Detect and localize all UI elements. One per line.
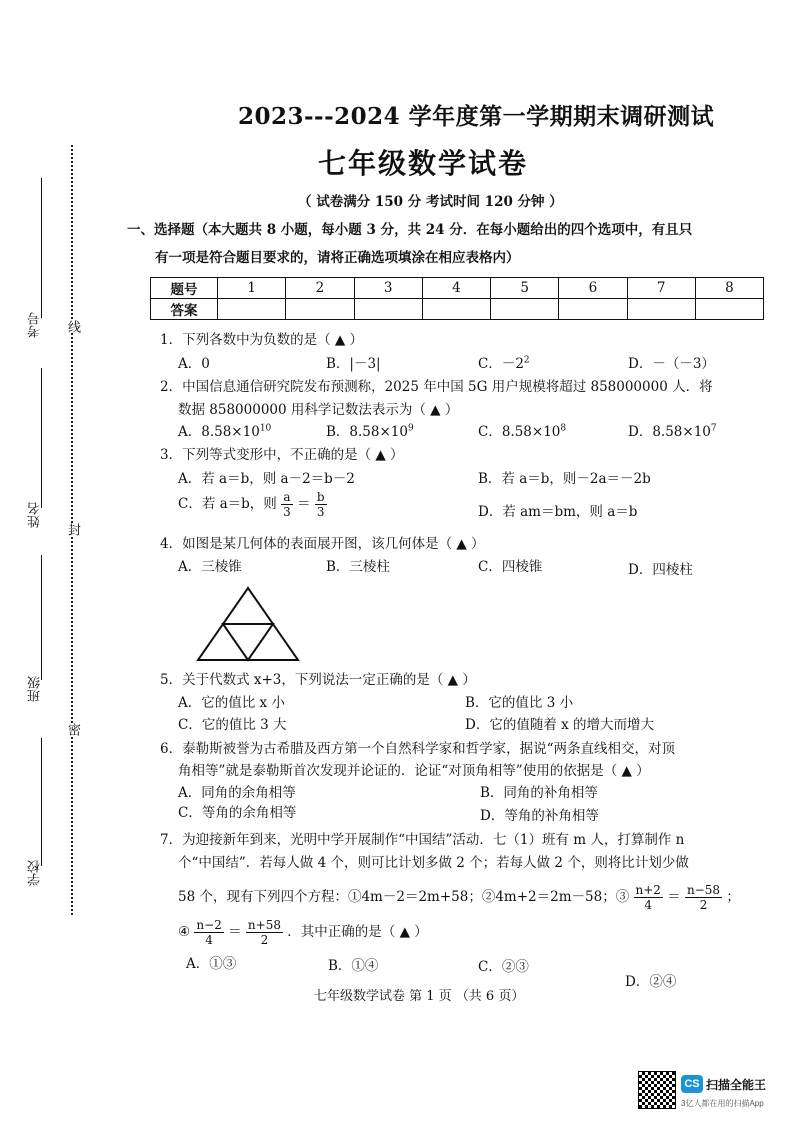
table-number-2: 2 (286, 278, 354, 299)
answer-label: 答案 (151, 299, 218, 320)
q2-option-b-base: B．8.58×10 (326, 424, 408, 440)
table-number-8: 8 (695, 278, 763, 299)
seal-word-feng: 封 (65, 523, 80, 536)
exam-no-label: 考号 (28, 312, 43, 338)
section1-instructions-line1: 一、选择题（本大题共 8 小题，每小题 3 分，共 24 分．在每小题给出的四个选项中，有且只 (127, 222, 693, 238)
exam-no-line (41, 178, 42, 318)
answer-table-answer-row (151, 299, 764, 320)
name-label: 姓名 (28, 502, 43, 528)
q6-option-a: A．同角的余角相等 (178, 785, 296, 801)
table-number-3: 3 (354, 278, 422, 299)
q1-option-c-base: C．－2 (478, 356, 524, 372)
q7-eq3-left-numerator: n+2 (635, 883, 661, 897)
q7-stem-line1: 7．为迎接新年到来，光明中学开展制作“中国结”活动．七（1）班有 m 人，打算制作 n (160, 832, 685, 848)
q7-option-a: A．①③ (186, 956, 237, 972)
q5-option-c: C．它的值比 3 大 (178, 717, 287, 733)
q7-eq4-right-numerator: n+58 (247, 918, 281, 932)
camscanner-logo: CS (681, 1075, 703, 1093)
q1-option-a: A．0 (178, 356, 210, 372)
q7-equations-text: 58 个，现有下列四个方程：①4m－2＝2m+58；②4m+2＝2m－58；③ (178, 889, 630, 905)
q2-option-c-base: C．8.58×10 (478, 424, 561, 440)
q7-eq3-left-denominator: 4 (644, 898, 653, 912)
q7-eq4-left-denominator: 4 (205, 933, 213, 947)
q2-option-a-base: A．8.58×10 (178, 424, 260, 440)
answer-cell-5[interactable] (491, 299, 559, 320)
q4-option-d: D．四棱柱 (628, 562, 693, 578)
table-number-6: 6 (559, 278, 627, 299)
answer-cell-1[interactable] (218, 299, 286, 320)
q7-eq4-marker: ④ (178, 924, 191, 940)
q7-eq3-right-denominator: 2 (699, 898, 708, 912)
q7-eq4-equals: ＝ (228, 924, 242, 940)
section1-instructions-line2: 有一项是符合题目要求的，请将正确选项填涂在相应表格内） (155, 250, 520, 266)
q2-option-d-exponent: 7 (710, 423, 717, 434)
school-label: 学校 (28, 860, 43, 886)
table-number-5: 5 (491, 278, 559, 299)
q6-stem-line1: 6．泰勒斯被誉为古希腊及西方第一个自然科学家和哲学家，据说“两条直线相交，对顶 (160, 741, 675, 757)
answer-cell-8[interactable] (695, 299, 763, 320)
q7-option-c: C．②③ (478, 959, 529, 975)
q7-eq3-fraction-right (685, 883, 722, 912)
q4-option-b: B．三棱柱 (326, 559, 390, 575)
q6-option-d: D．等角的补角相等 (480, 808, 599, 824)
q2-stem-line1: 2．中国信息通信研究院发布预测称，2025 年中国 5G 用户规模将超过 858000000 人．将 (160, 379, 713, 395)
q7-option-d: D．②④ (625, 974, 677, 990)
answer-cell-6[interactable] (559, 299, 627, 320)
q3-option-a: A．若 a＝b，则 a－2＝b－2 (178, 471, 355, 487)
class-label: 班级 (28, 676, 43, 702)
table-number-1: 1 (218, 278, 286, 299)
q6-stem-line2: 角相等”就是泰勒斯首次发现并论证的．论证“对顶角相等”使用的依据是（ ▲ ） (178, 763, 650, 779)
answer-table (150, 277, 764, 320)
q7-stem-line4 (178, 918, 428, 947)
q1-option-b: B．|－3| (326, 356, 381, 372)
q3-fraction-b-numerator: b (316, 490, 325, 504)
q3-fraction-a-denominator: 3 (283, 505, 291, 519)
q3-option-b: B．若 a＝b，则－2a＝－2b (478, 471, 651, 487)
q2-option-a-exponent: 10 (259, 423, 272, 434)
exam-title: 2023---2024 学年度第一学期期末调研测试 (238, 103, 715, 130)
q4-option-c: C．四棱锥 (478, 559, 543, 575)
q3-fraction-a (281, 490, 293, 519)
q2-stem-line2: 数据 858000000 用科学记数法表示为（ ▲ ） (178, 402, 459, 418)
answer-cell-7[interactable] (627, 299, 695, 320)
camscanner-name: 扫描全能王 (706, 1078, 767, 1092)
table-number-4: 4 (422, 278, 490, 299)
answer-cell-2[interactable] (286, 299, 354, 320)
q4-stem: 4．如图是某几何体的表面展开图，该几何体是（ ▲ ） (160, 536, 485, 552)
q7-eq4-fraction-right (246, 918, 283, 947)
q2-option-b-exponent: 9 (407, 423, 414, 434)
inner-triangle (223, 624, 273, 660)
qr-code-icon (638, 1071, 676, 1109)
q7-eq4-end: ．其中正确的是（ ▲ ） (287, 924, 428, 940)
q7-stem-line3 (178, 883, 740, 912)
paper-title: 七年级数学试卷 (318, 147, 529, 180)
q4-option-a: A．三棱锥 (178, 559, 242, 575)
table-number-7: 7 (627, 278, 695, 299)
q3-equals-sign: ＝ (297, 496, 311, 512)
answer-table-header-row (151, 278, 764, 299)
q6-option-b: B．同角的补角相等 (480, 785, 598, 801)
q2-option-c-exponent: 8 (560, 423, 567, 434)
q7-stem-line2: 个“中国结”．若每人做 4 个，则可比计划多做 2 个；若每人做 2 个，则将比计划少做 (178, 855, 689, 871)
q6-option-c: C．等角的余角相等 (178, 805, 297, 821)
q1-option-d: D．－（－3） (628, 356, 715, 372)
q3-option-c (178, 490, 327, 519)
seal-word-xian: 线 (65, 320, 80, 333)
q1-option-c (478, 352, 530, 372)
class-line (41, 555, 42, 680)
q5-stem: 5．关于代数式 x+3，下列说法一定正确的是（ ▲ ） (160, 672, 476, 688)
answer-cell-4[interactable] (422, 299, 490, 320)
seal-word-mi: 密 (65, 723, 80, 736)
q3-option-d: D．若 am＝bm，则 a＝b (478, 504, 638, 520)
q7-eq3-fraction-left (634, 883, 663, 912)
q7-option-b: B．①④ (328, 958, 379, 974)
camscanner-tagline: 3亿人都在用的扫描App (681, 1099, 764, 1108)
answer-cell-3[interactable] (354, 299, 422, 320)
q2-option-c (478, 420, 566, 440)
school-line (41, 738, 42, 866)
q5-option-b: B．它的值比 3 小 (465, 695, 574, 711)
page-footer: 七年级数学试卷 第 1 页 （共 6 页） (314, 989, 525, 1004)
q7-eq4-left-numerator: n−2 (196, 918, 222, 932)
q5-option-d: D．它的值随着 x 的增大而增大 (465, 717, 655, 733)
q1-option-c-exponent: 2 (523, 355, 530, 366)
q5-option-a: A．它的值比 x 小 (178, 695, 285, 711)
q3-fraction-a-numerator: a (281, 490, 293, 505)
name-line (41, 368, 42, 508)
q3-option-c-prefix: C．若 a＝b，则 (178, 496, 277, 512)
q7-eq4-fraction-left (194, 918, 223, 947)
q2-option-d-base: D．8.58×10 (628, 424, 711, 440)
q2-option-a (178, 420, 271, 440)
q2-option-b (326, 420, 414, 440)
q2-option-d (628, 420, 717, 440)
q7-eq3-equals: ＝ (667, 889, 681, 905)
exam-info: （ 试卷满分 150 分 考试时间 120 分钟 ） (298, 194, 563, 210)
q3-fraction-b-denominator: 3 (316, 505, 325, 519)
q7-eq3-end: ； (726, 889, 740, 905)
q3-fraction-b (315, 490, 327, 519)
question-number-label: 题号 (151, 278, 218, 299)
q7-eq4-right-denominator: 2 (260, 933, 269, 947)
q7-eq3-right-numerator: n−58 (687, 883, 721, 897)
q3-stem: 3．下列等式变形中，不正确的是（ ▲ ） (160, 447, 404, 463)
triangle-net-figure (196, 586, 300, 662)
q1-stem: 1．下列各数中为负数的是（ ▲ ） (160, 332, 364, 348)
